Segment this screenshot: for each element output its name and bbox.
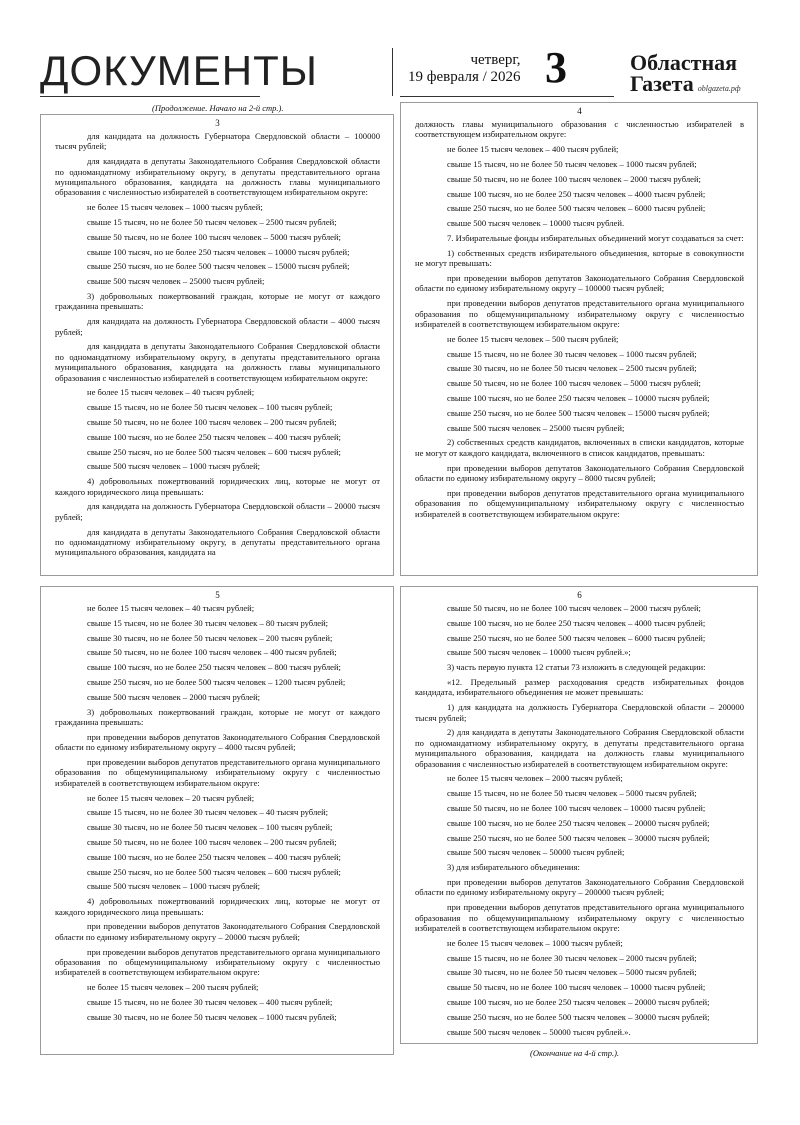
continued-note: (Продолжение. Начало на 2-й стр.).: [152, 103, 284, 113]
paragraph: свыше 500 тысяч человек – 25000 тысяч рублей;: [87, 276, 265, 287]
paragraph: свыше 500 тысяч человек – 10000 тысяч рублей.»;: [447, 647, 631, 658]
paragraph: свыше 250 тысяч, но не более 500 тысяч человек – 600 тысяч рублей;: [87, 866, 341, 877]
paragraph: свыше 250 тысяч, но не более 500 тысяч человек – 6000 тысяч рублей;: [447, 203, 706, 214]
date-day: 19 февраля: [408, 69, 479, 85]
page-header: [40, 43, 760, 98]
document-block: [40, 586, 394, 1055]
date-underline: [400, 96, 614, 97]
paragraph: при проведении выборов депутатов представительного органа муниципального образования по общемуниципальному избирательному округу с численностью избирателей в соответствующем избирательном округе:: [55, 756, 380, 788]
paragraph: свыше 250 тысяч, но не более 500 тысяч человек – 30000 тысяч рублей;: [447, 1011, 710, 1022]
paragraph: свыше 50 тысяч, но не более 100 тысяч человек – 5000 тысяч рублей;: [447, 378, 701, 389]
paragraph: свыше 30 тысяч, но не более 50 тысяч человек – 2500 тысяч рублей;: [447, 363, 697, 374]
paragraph: свыше 500 тысяч человек – 10000 тысяч рублей.: [447, 218, 625, 229]
paragraph: при проведении выборов депутатов представительного органа муниципального образования по общемуниципальному избирательному округу с численностью избирателей в соответствующем избирательном округе:: [55, 946, 380, 978]
paragraph: свыше 15 тысяч, но не более 50 тысяч человек – 100 тысяч рублей;: [87, 402, 333, 413]
paragraph: свыше 250 тысяч, но не более 500 тысяч человек – 6000 тысяч рублей;: [447, 632, 706, 643]
paragraph: для кандидата на должность Губернатора Свердловской области – 4000 тысяч рублей;: [55, 316, 380, 337]
end-note: (Окончание на 4-й стр.).: [530, 1048, 620, 1058]
logo-line-2: [630, 73, 741, 99]
paragraph: свыше 30 тысяч, но не более 50 тысяч человек – 100 тысяч рублей;: [87, 822, 333, 833]
paragraph: для кандидата на должность Губернатора Свердловской области – 20000 тысяч рублей;: [55, 501, 380, 522]
paragraph: свыше 250 тысяч, но не более 500 тысяч человек – 1200 тысяч рублей;: [87, 676, 346, 687]
rubric-underline: [40, 96, 260, 97]
paragraph: 7. Избирательные фонды избирательных объединений могут создаваться за счет:: [447, 232, 744, 243]
logo-word-2: Газета: [630, 71, 694, 96]
paragraph: свыше 15 тысяч, но не более 30 тысяч человек – 80 тысяч рублей;: [87, 617, 329, 628]
paragraph: при проведении выборов депутатов Законодательного Собрания Свердловской области по единому избирательному округу – 20000 тысяч рублей;: [55, 921, 380, 942]
header-divider: [392, 48, 393, 96]
paragraph: 3) часть первую пункта 12 статьи 73 изложить в следующей редакции:: [447, 662, 706, 673]
paragraph: свыше 50 тысяч, но не более 100 тысяч человек – 5000 тысяч рублей;: [87, 231, 341, 242]
logo-line-1: Областная: [630, 50, 738, 75]
paragraph: при проведении выборов депутатов представительного органа муниципального образования по общемуниципальному избирательному округу с численностью избирателей в соответствующем избирательном округе:: [415, 298, 744, 329]
paragraph: свыше 30 тысяч, но не более 50 тысяч человек – 200 тысяч рублей;: [87, 632, 333, 643]
paragraph: свыше 250 тысяч, но не более 500 тысяч человек – 30000 тысяч рублей;: [447, 832, 710, 843]
paragraph: свыше 100 тысяч, но не более 250 тысяч человек – 10000 тысяч рублей;: [87, 246, 350, 257]
paragraph: свыше 15 тысяч, но не более 50 тысяч человек – 5000 тысяч рублей;: [447, 788, 697, 799]
weekday: четверг,: [470, 52, 521, 68]
paragraph: свыше 100 тысяч, но не более 250 тысяч человек – 20000 тысяч рублей;: [447, 817, 710, 828]
paragraph: свыше 50 тысяч, но не более 100 тысяч человек – 2000 тысяч рублей;: [447, 173, 701, 184]
paragraph: свыше 100 тысяч, но не более 250 тысяч человек – 20000 тысяч рублей;: [447, 996, 710, 1007]
paragraph: свыше 15 тысяч, но не более 30 тысяч человек – 400 тысяч рублей;: [87, 996, 333, 1007]
paragraph: не более 15 тысяч человек – 500 тысяч рублей;: [447, 333, 619, 344]
paragraph: свыше 50 тысяч, но не более 100 тысяч человек – 400 тысяч рублей;: [87, 647, 337, 658]
paragraph: не более 15 тысяч человек – 200 тысяч рублей;: [87, 982, 259, 993]
paragraph: должность главы муниципального образования с численностью избирателей в соответствующем избирательном округе:: [415, 119, 744, 140]
paragraph: свыше 500 тысяч человек – 1000 тысяч рублей;: [87, 461, 261, 472]
paragraph: свыше 250 тысяч, но не более 500 тысяч человек – 15000 тысяч рублей;: [87, 261, 350, 272]
issue-date: [408, 52, 521, 86]
paragraph: для кандидата на должность Губернатора Свердловской области – 100000 тысяч рублей;: [55, 131, 380, 152]
paragraph: свыше 500 тысяч человек – 2000 тысяч рублей;: [87, 691, 261, 702]
paragraph: свыше 15 тысяч, но не более 50 тысяч человек – 2500 тысяч рублей;: [87, 217, 337, 228]
block-number: 6: [577, 590, 582, 600]
paragraph: при проведении выборов депутатов Законодательного Собрания Свердловской области по единому избирательному округу – 8000 тысяч рублей;: [415, 462, 744, 483]
date-line: [408, 69, 521, 86]
paragraph: свыше 50 тысяч, но не более 100 тысяч человек – 10000 тысяч рублей;: [447, 982, 706, 993]
paragraph: не более 15 тысяч человек – 20 тысяч рублей;: [87, 792, 255, 803]
section-rubric: ДОКУМЕНТЫ: [40, 47, 318, 94]
newspaper-logo: [630, 52, 741, 99]
paragraph: для кандидата в депутаты Законодательного Собрания Свердловской области по одномандатному избирательному округу, в депутаты представительного органа муниципального образования, кандидата на должность главы муниципального образования с численностью избирателей в соответствующем избирательном округе:: [55, 156, 380, 198]
paragraph: «12. Предельный размер расходования средств избирательных фондов кандидата, избирательного объединения не может превышать:: [415, 676, 744, 698]
paragraph: 3) добровольных пожертвований граждан, которые не могут от каждого гражданина превышать:: [55, 291, 380, 312]
paragraph: не более 15 тысяч человек – 2000 тысяч рублей;: [447, 773, 623, 784]
paragraph: не более 15 тысяч человек – 1000 тысяч рублей;: [447, 937, 623, 948]
paragraph: при проведении выборов депутатов Законодательного Собрания Свердловской области по единому избирательному округу – 100000 тысяч рублей;: [415, 272, 744, 294]
block-number: 3: [215, 118, 220, 128]
paragraph: 1) для кандидата на должность Губернатора Свердловской области – 200000 тысяч рублей;: [415, 702, 744, 723]
paragraph: свыше 50 тысяч, но не более 100 тысяч человек – 2000 тысяч рублей;: [447, 603, 701, 613]
paragraph: при проведении выборов депутатов представительного органа муниципального образования по общемуниципальному избирательному округу с численностью избирателей в соответствующем избирательном округе:: [415, 902, 744, 933]
paragraph: свыше 500 тысяч человек – 50000 тысяч рублей.».: [447, 1026, 631, 1037]
document-block: [400, 586, 758, 1044]
paragraph: для кандидата в депутаты Законодательного Собрания Свердловской области по одномандатному избирательному округу, в депутаты представительного органа муниципального образования, кандидата на: [55, 526, 380, 558]
paragraph: свыше 250 тысяч, но не более 500 тысяч человек – 15000 тысяч рублей;: [447, 407, 710, 418]
paragraph: свыше 15 тысяч, но не более 30 тысяч человек – 1000 тысяч рублей;: [447, 348, 697, 359]
paragraph: 4) добровольных пожертвований юридических лиц, которые не могут от каждого юридического лица превышать:: [55, 476, 380, 497]
paragraph: при проведении выборов депутатов Законодательного Собрания Свердловской области по единому избирательному округу – 4000 тысяч рублей;: [55, 731, 380, 753]
paragraph: 1) собственных средств избирательного объединения, которые в совокупности не могут превышать:: [415, 247, 744, 269]
paragraph: свыше 50 тысяч, но не более 100 тысяч человек – 200 тысяч рублей;: [87, 417, 337, 428]
paragraph: не более 15 тысяч человек – 40 тысяч рублей;: [87, 603, 255, 613]
document-block: [40, 114, 394, 576]
paragraph: 2) для кандидата в депутаты Законодательного Собрания Свердловской области по одномандатному избирательному округу, в депутаты представительного органа муниципального образования, кандидата на должность главы муниципального образования с численностью избирателей в соответствующем избирательном округе:: [415, 727, 744, 769]
paragraph: свыше 500 тысяч человек – 1000 тысяч рублей;: [87, 881, 261, 892]
paragraph: свыше 15 тысяч, но не более 50 тысяч человек – 1000 тысяч рублей;: [447, 159, 697, 169]
paragraph: свыше 30 тысяч, но не более 50 тысяч человек – 1000 тысяч рублей;: [87, 1011, 337, 1022]
date-year: / 2026: [482, 69, 521, 85]
block-number: 4: [577, 106, 582, 116]
paragraph: для кандидата в депутаты Законодательного Собрания Свердловской области по одномандатному избирательному округу, в депутаты представительного органа муниципального образования, кандидата на должность главы муниципального образования с численностью избирателей в соответствующем избирательном округе:: [55, 341, 380, 383]
paragraph: 4) добровольных пожертвований юридических лиц, которые не могут от каждого юридического лица превышать:: [55, 896, 380, 917]
paragraph: не более 15 тысяч человек – 400 тысяч рублей;: [447, 144, 619, 155]
paragraph: свыше 50 тысяч, но не более 100 тысяч человек – 10000 тысяч рублей;: [447, 803, 706, 813]
block-text: [55, 603, 380, 1022]
paragraph: 2) собственных средств кандидатов, включенных в списки кандидатов, которые не могут от каждого кандидата, включенного в список кандидатов, превышать:: [415, 437, 744, 458]
paragraph: свыше 100 тысяч, но не более 250 тысяч человек – 4000 тысяч рублей;: [447, 188, 706, 199]
paragraph: свыше 30 тысяч, но не более 50 тысяч человек – 5000 тысяч рублей;: [447, 967, 697, 978]
paragraph: 3) для избирательного объединения:: [447, 862, 580, 873]
page-number: 3: [545, 43, 567, 92]
block-text: [55, 131, 380, 558]
paragraph: свыше 15 тысяч, но не более 30 тысяч человек – 2000 тысяч рублей;: [447, 952, 697, 963]
paragraph: свыше 100 тысяч, но не более 250 тысяч человек – 4000 тысяч рублей;: [447, 617, 706, 628]
block-text: [415, 119, 744, 519]
paragraph: свыше 100 тысяч, но не более 250 тысяч человек – 10000 тысяч рублей;: [447, 392, 710, 403]
paragraph: свыше 100 тысяч, но не более 250 тысяч человек – 800 тысяч рублей;: [87, 662, 341, 673]
paragraph: свыше 100 тысяч, но не более 250 тысяч человек – 400 тысяч рублей;: [87, 431, 341, 442]
paragraph: не более 15 тысяч человек – 1000 тысяч рублей;: [87, 202, 263, 213]
paragraph: при проведении выборов депутатов представительного органа муниципального образования по общемуниципальному избирательному округу с численностью избирателей в соответствующем избирательном округе:: [415, 487, 744, 519]
document-block: [400, 102, 758, 576]
block-number: 5: [215, 590, 220, 600]
paragraph: свыше 50 тысяч, но не более 100 тысяч человек – 200 тысяч рублей;: [87, 836, 337, 847]
paragraph: при проведении выборов депутатов Законодательного Собрания Свердловской области по единому избирательному округу – 200000 тысяч рублей;: [415, 876, 744, 898]
paragraph: свыше 500 тысяч человек – 50000 тысяч рублей;: [447, 847, 625, 858]
logo-site: oblgazeta.рф: [697, 84, 741, 93]
paragraph: 3) добровольных пожертвований граждан, которые не могут от каждого гражданина превышать:: [55, 706, 380, 727]
paragraph: свыше 500 тысяч человек – 25000 тысяч рублей;: [447, 422, 625, 433]
paragraph: свыше 100 тысяч, но не более 250 тысяч человек – 400 тысяч рублей;: [87, 851, 341, 862]
paragraph: не более 15 тысяч человек – 40 тысяч рублей;: [87, 387, 255, 398]
paragraph: свыше 250 тысяч, но не более 500 тысяч человек – 600 тысяч рублей;: [87, 446, 341, 457]
paragraph: свыше 15 тысяч, но не более 30 тысяч человек – 40 тысяч рублей;: [87, 807, 329, 818]
block-text: [415, 603, 744, 1037]
